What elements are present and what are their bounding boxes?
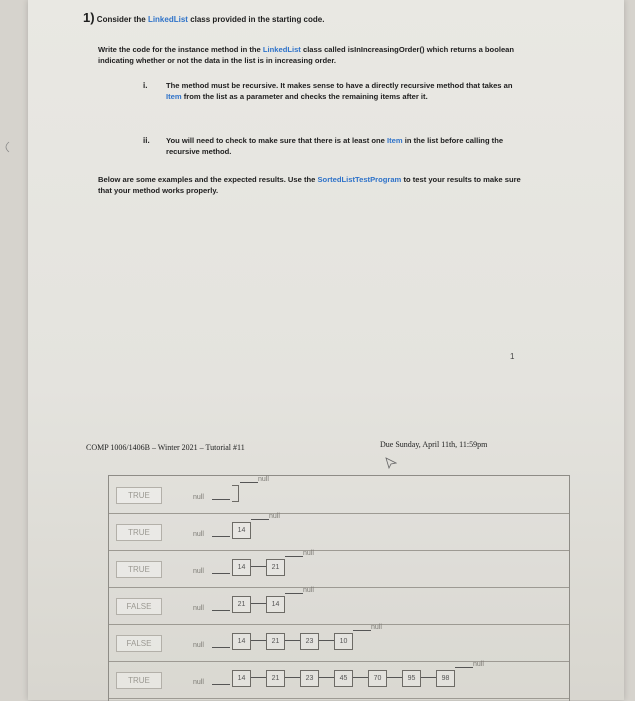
requirement-2-text-c: in the list before calling the recursive method. — [166, 136, 504, 156]
expected-result-label: TRUE — [116, 672, 162, 689]
page-number: 1 — [510, 352, 515, 361]
examples-intro-text-b: to test your results to make sure that your method works properly. — [98, 175, 521, 195]
head-null-label: null — [193, 642, 204, 649]
requirement-1-item: Item — [166, 91, 182, 101]
head-null-label: null — [193, 605, 204, 612]
head-null-label: null — [193, 494, 204, 501]
head-null-label: null — [193, 568, 204, 575]
footer-due-date: Due Sunday, April 11th, 11:59pm — [380, 440, 488, 449]
requirement-2-number: ii. — [143, 136, 150, 145]
tail-null-label: null — [303, 550, 314, 557]
footer-course: COMP 1006/1406B – Winter 2021 – Tutorial #11 — [86, 443, 245, 452]
examples-table — [108, 475, 570, 701]
question-number: 1) — [83, 10, 95, 25]
next-pointer-arrow — [387, 677, 402, 678]
head-null-label: null — [193, 679, 204, 686]
class-name-link: LinkedList — [147, 15, 188, 24]
list-node: 70 — [368, 670, 387, 687]
examples-intro — [98, 175, 528, 196]
examples-intro-text-a: Below are some examples and the expected results. Use the — [98, 175, 316, 184]
head-null-label: null — [193, 531, 204, 538]
example-row — [109, 476, 569, 514]
requirement-1-number: i. — [143, 81, 148, 90]
title-suffix: class provided in the starting code. — [190, 15, 325, 24]
next-pointer-arrow — [285, 677, 300, 678]
next-pointer-arrow — [319, 677, 334, 678]
requirement-2 — [166, 136, 526, 157]
cursor-arrow-icon — [385, 457, 397, 469]
tail-null-label: null — [258, 476, 269, 483]
margin-pen-mark-icon — [0, 140, 14, 154]
next-pointer-arrow — [285, 593, 303, 594]
question-title — [83, 10, 325, 26]
expected-result-label: TRUE — [116, 524, 162, 541]
requirement-2-text-a: You will need to check to make sure that there is at least one — [166, 136, 385, 145]
instructions-text-1: Write the code for the instance method in the — [98, 45, 261, 54]
requirement-1 — [166, 81, 526, 102]
head-arrow — [212, 499, 230, 500]
expected-result-label: FALSE — [116, 598, 162, 615]
list-node: 14 — [232, 633, 251, 650]
expected-result-label: TRUE — [116, 487, 162, 504]
requirement-1-text-a: The method must be recursive. It makes sense to have a directly recursive method that takes an — [166, 81, 513, 90]
instructions-class-name: LinkedList — [262, 45, 301, 54]
list-node: 21 — [266, 670, 285, 687]
next-pointer-arrow — [251, 640, 266, 641]
head-arrow — [212, 610, 230, 611]
list-node: 45 — [334, 670, 353, 687]
next-pointer-arrow — [353, 677, 368, 678]
list-node: 21 — [266, 633, 285, 650]
head-arrow — [212, 536, 230, 537]
example-row — [109, 661, 569, 699]
next-pointer-arrow — [421, 677, 436, 678]
head-arrow — [212, 684, 230, 685]
list-node: 21 — [266, 559, 285, 576]
expected-result-label: FALSE — [116, 635, 162, 652]
instructions-text-3: which returns a boolean indicating whether or not the data in the list is in increasing order. — [98, 45, 515, 65]
tail-null-label: null — [303, 587, 314, 594]
instructions-paragraph — [98, 45, 528, 66]
next-pointer-arrow — [251, 603, 266, 604]
list-node: 10 — [334, 633, 353, 650]
next-pointer-arrow — [455, 667, 473, 668]
head-arrow — [212, 573, 230, 574]
tail-null-label: null — [371, 624, 382, 631]
next-pointer-arrow — [285, 640, 300, 641]
test-program-name: SortedListTestProgram — [317, 175, 402, 184]
list-node: 14 — [232, 670, 251, 687]
example-row — [109, 587, 569, 625]
expected-result-label: TRUE — [116, 561, 162, 578]
next-pointer-arrow — [285, 556, 303, 557]
list-node: 21 — [232, 596, 251, 613]
list-node: 14 — [266, 596, 285, 613]
next-pointer-arrow — [353, 630, 371, 631]
empty-list-node — [232, 485, 239, 502]
next-pointer-arrow — [251, 566, 266, 567]
requirement-1-text-c: from the list as a parameter and checks the remaining items after it. — [183, 91, 428, 101]
list-node: 98 — [436, 670, 455, 687]
example-row — [109, 550, 569, 588]
list-node: 23 — [300, 633, 319, 650]
next-pointer-arrow — [251, 519, 269, 520]
tail-null-label: null — [473, 661, 484, 668]
list-node: 14 — [232, 559, 251, 576]
method-name: isInIncreasingOrder() — [347, 45, 425, 54]
next-pointer-arrow — [319, 640, 334, 641]
instructions-text-2: class called — [302, 45, 346, 54]
next-pointer-arrow — [240, 482, 258, 483]
tail-null-label: null — [269, 513, 280, 520]
title-prefix: Consider the — [96, 15, 146, 24]
list-node: 14 — [232, 522, 251, 539]
list-node: 23 — [300, 670, 319, 687]
head-arrow — [212, 647, 230, 648]
example-row — [109, 624, 569, 662]
example-row — [109, 513, 569, 551]
next-pointer-arrow — [251, 677, 266, 678]
document-page — [28, 0, 624, 700]
list-node: 95 — [402, 670, 421, 687]
requirement-2-item: Item — [387, 136, 403, 145]
